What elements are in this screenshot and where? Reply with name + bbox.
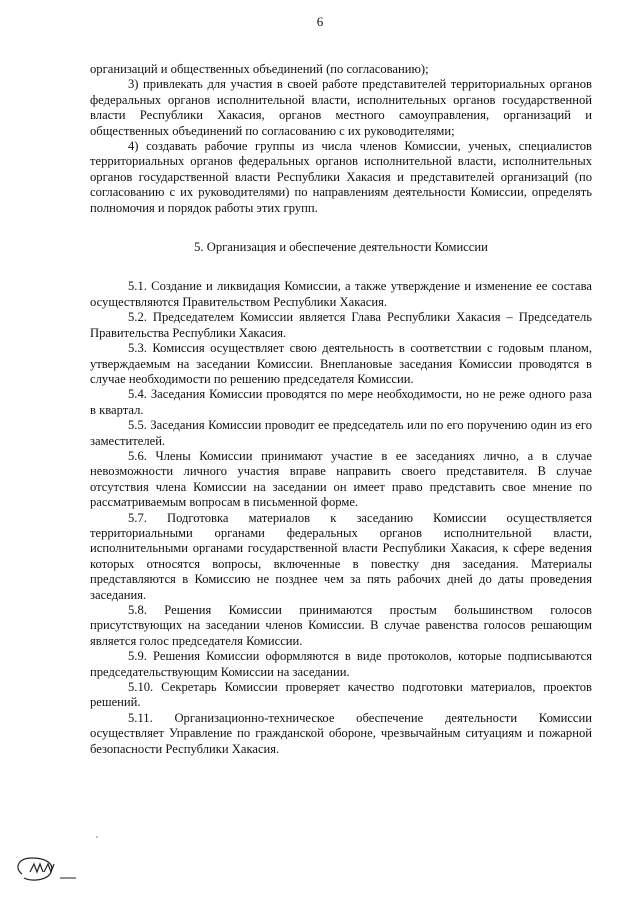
clause-5-5: 5.5. Заседания Комиссии проводит ее председатель или по его поручению один из его заместителей.: [90, 418, 592, 448]
clause-5-2: 5.2. Председателем Комиссии является Глава Республики Хакасия – Председатель Правительства Республики Хакасия.: [90, 310, 592, 340]
document-body: [90, 62, 592, 757]
paragraph-continuation: организаций и общественных объединений (по согласованию);: [90, 62, 429, 76]
scan-dot: [96, 836, 98, 838]
handwritten-initials-signature: [10, 848, 90, 888]
clause-5-6: 5.6. Члены Комиссии принимают участие в ее заседаниях лично, а в случае невозможности личного участия вправе направить своего представителя. В случае отсутствия члена Комиссии на заседании он имеет право представить свое мнение по рассматриваемым вопросам в письменной форме.: [90, 448, 592, 510]
clause-5-1: 5.1. Создание и ликвидация Комиссии, а также утверждение и изменение ее состава осуществляются Правительством Республики Хакасия.: [90, 279, 592, 309]
clause-5-10: 5.10. Секретарь Комиссии проверяет качество подготовки материалов, проектов решений.: [90, 680, 592, 710]
clause-5-9: 5.9. Решения Комиссии оформляются в виде протоколов, которые подписываются председательствующим Комиссии на заседании.: [90, 649, 592, 679]
paragraph-item-4: 4) создавать рабочие группы из числа членов Комиссии, ученых, специалистов территориальных органов федеральных органов исполнительной власти, исполнительных органов государственной власти Республики Хакасия и представителей организаций (по согласованию с их руководителями) по направлениям деятельности Комиссии, определять полномочия и порядок работы этих групп.: [90, 139, 592, 215]
clause-5-11: 5.11. Организационно-техническое обеспечение деятельности Комиссии осуществляет Управление по гражданской обороне, чрезвычайным ситуациям и пожарной безопасности Республики Хакасия.: [90, 710, 592, 756]
clause-5-4: 5.4. Заседания Комиссии проводятся по мере необходимости, но не реже одного раза в квартал.: [90, 387, 592, 417]
page-number: 6: [316, 14, 324, 29]
clause-5-8: 5.8. Решения Комиссии принимаются простым большинством голосов присутствующих на заседании членов Комиссии. В случае равенства голосов решающим является голос председателя Комиссии.: [90, 603, 592, 648]
clause-5-7: 5.7. Подготовка материалов к заседанию Комиссии осуществляется территориальными органами федеральных органов исполнительной власти, исполнительными органами государственной власти Республики Хакасия, к сфере ведения которых относятся вопросы, включенные в повестку дня заседания. Материалы представляются в Комиссию не позднее чем за пять рабочих дней до даты проведения заседания.: [90, 510, 592, 602]
clause-5-3: 5.3. Комиссия осуществляет свою деятельность в соответствии с годовым планом, утверждаемым на заседании Комиссии. Внеплановые заседания Комиссии проводятся в случае необходимости по решению председателя Комиссии.: [90, 341, 592, 386]
paragraph-item-3: 3) привлекать для участия в своей работе представителей территориальных органов федеральных органов исполнительной власти, исполнительных органов государственной власти Республики Хакасия, органов местного самоуправления, организаций и общественных объединений по согласованию с их руководителями;: [90, 77, 592, 138]
section-heading: 5. Организация и обеспечение деятельности Комиссии: [194, 240, 488, 255]
